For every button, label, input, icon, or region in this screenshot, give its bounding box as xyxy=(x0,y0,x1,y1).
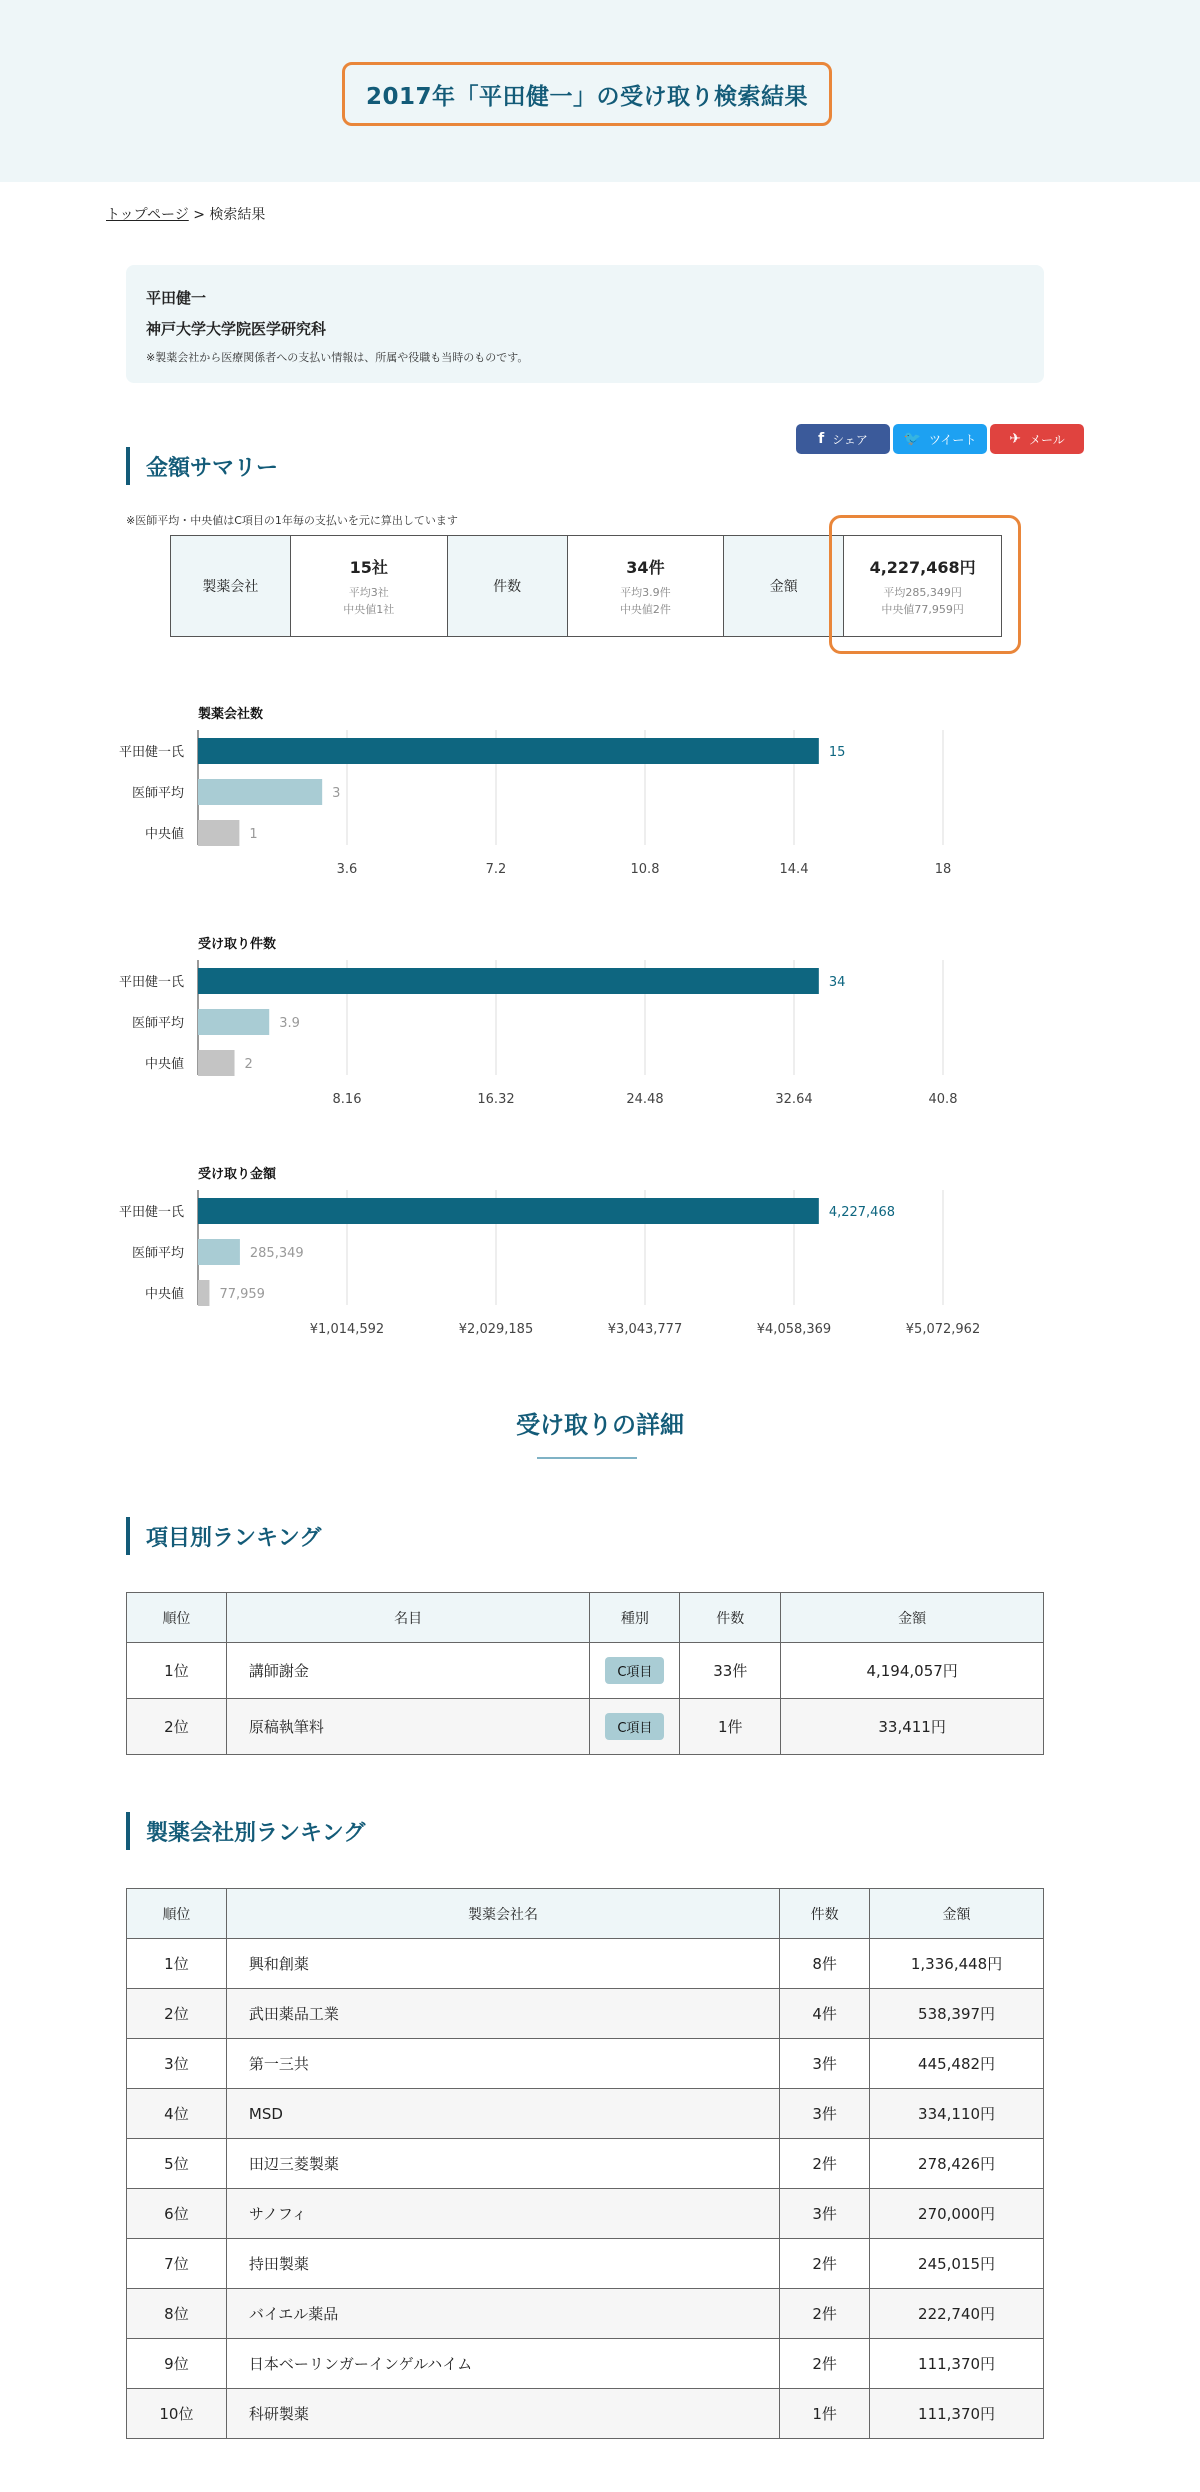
summary-count-label: 件数 xyxy=(448,536,568,636)
profile-box xyxy=(126,265,1044,383)
row-count: 2件 xyxy=(780,2239,870,2289)
category-label: 平田健一氏 xyxy=(118,745,184,760)
data-label: 1 xyxy=(249,827,258,842)
x-tick-label: ¥5,072,962 xyxy=(905,1322,981,1337)
header-rank: 順位 xyxy=(127,1889,227,1939)
row-count: 4件 xyxy=(780,1989,870,2039)
details-divider xyxy=(537,1457,637,1459)
category-label: 平田健一氏 xyxy=(118,975,184,990)
row-amount: 334,110円 xyxy=(870,2089,1044,2139)
bar xyxy=(198,1280,209,1306)
row-amount: 270,000円 xyxy=(870,2189,1044,2239)
breadcrumb xyxy=(106,204,265,224)
table-row xyxy=(127,1699,1044,1755)
twitter-share-label: ツイート xyxy=(929,432,977,447)
category-label: 医師平均 xyxy=(131,786,184,801)
chart-title: 受け取り金額 xyxy=(198,1167,277,1182)
mail-share-button[interactable] xyxy=(990,424,1084,454)
row-amount: 245,015円 xyxy=(870,2239,1044,2289)
row-company-name: 持田製薬 xyxy=(226,2239,779,2289)
row-amount: 278,426円 xyxy=(870,2139,1044,2189)
row-amount: 1,336,448円 xyxy=(870,1939,1044,1989)
x-tick-label: 14.4 xyxy=(779,862,809,877)
header-amount: 金額 xyxy=(781,1593,1044,1643)
x-tick-label: 7.2 xyxy=(485,862,507,877)
row-count: 1件 xyxy=(780,2389,870,2439)
table-row xyxy=(127,2189,1044,2239)
table-row xyxy=(127,2289,1044,2339)
companies-chart xyxy=(0,695,1200,899)
item-ranking-heading: 項目別ランキング xyxy=(126,1517,321,1555)
row-rank: 8位 xyxy=(127,2289,227,2339)
item-ranking-header-row xyxy=(127,1593,1044,1643)
table-row xyxy=(127,2239,1044,2289)
doctor-name: 平田健一 xyxy=(146,289,207,307)
x-tick-label: ¥4,058,369 xyxy=(756,1322,832,1337)
row-count: 3件 xyxy=(780,2189,870,2239)
table-row xyxy=(127,1989,1044,2039)
x-tick-label: 3.6 xyxy=(336,862,358,877)
row-company-name: 興和創薬 xyxy=(226,1939,779,1989)
category-label: 平田健一氏 xyxy=(118,1205,184,1220)
row-rank: 3位 xyxy=(127,2039,227,2089)
page-title: 2017年「平田健一」の受け取り検索結果 xyxy=(342,62,832,126)
summary-amount-value: 4,227,468円 xyxy=(869,557,976,577)
table-row xyxy=(127,2339,1044,2389)
table-row xyxy=(127,1643,1044,1699)
facebook-icon: f xyxy=(818,431,825,447)
category-label: 中央値 xyxy=(144,1057,184,1072)
row-amount: 222,740円 xyxy=(870,2289,1044,2339)
doctor-organization: 神戸大学大学院医学研究科 xyxy=(146,320,327,338)
row-type xyxy=(590,1699,680,1755)
paper-plane-icon: ✈ xyxy=(1009,431,1021,447)
companies-chart-svg xyxy=(0,695,1200,895)
table-row xyxy=(127,2089,1044,2139)
category-label: 医師平均 xyxy=(131,1246,184,1261)
breadcrumb-home-link[interactable]: トップページ xyxy=(106,207,189,223)
row-count: 1件 xyxy=(680,1699,781,1755)
chart-title: 受け取り件数 xyxy=(198,937,277,952)
bar xyxy=(198,968,819,994)
data-label: 77,959 xyxy=(219,1287,265,1302)
bar xyxy=(198,738,819,764)
category-label: 医師平均 xyxy=(131,1016,184,1031)
row-count: 3件 xyxy=(780,2089,870,2139)
header-count: 件数 xyxy=(680,1593,781,1643)
bar xyxy=(198,1050,235,1076)
row-company-name: バイエル薬品 xyxy=(226,2289,779,2339)
x-tick-label: 40.8 xyxy=(928,1092,958,1107)
row-rank: 5位 xyxy=(127,2139,227,2189)
row-company-name: MSD xyxy=(226,2089,779,2139)
row-amount: 111,370円 xyxy=(870,2389,1044,2439)
company-ranking-table xyxy=(126,1888,1044,2439)
company-ranking-header-row xyxy=(127,1889,1044,1939)
amount-chart xyxy=(0,1155,1200,1359)
row-company-name: 武田薬品工業 xyxy=(226,1989,779,2039)
row-type xyxy=(590,1643,680,1699)
row-company-name: 科研製薬 xyxy=(226,2389,779,2439)
x-tick-label: 10.8 xyxy=(630,862,660,877)
facebook-share-button[interactable] xyxy=(796,424,890,454)
table-row xyxy=(127,2039,1044,2089)
count-chart xyxy=(0,925,1200,1129)
summary-count-cell xyxy=(568,536,725,636)
row-count: 2件 xyxy=(780,2289,870,2339)
summary-amount-median: 中央値77,959円 xyxy=(881,602,964,616)
row-amount: 4,194,057円 xyxy=(781,1643,1044,1699)
category-label: 中央値 xyxy=(144,827,184,842)
mail-share-label: メール xyxy=(1028,432,1065,447)
row-rank: 1位 xyxy=(127,1939,227,1989)
data-label: 15 xyxy=(828,745,846,760)
row-count: 2件 xyxy=(780,2339,870,2389)
amount-highlight-frame xyxy=(829,515,1021,654)
row-count: 33件 xyxy=(680,1643,781,1699)
row-item-name: 原稿執筆料 xyxy=(226,1699,590,1755)
x-tick-label: 24.48 xyxy=(626,1092,664,1107)
category-label: 中央値 xyxy=(144,1287,184,1302)
row-count: 2件 xyxy=(780,2139,870,2189)
table-row xyxy=(127,1939,1044,1989)
header-item-name: 名目 xyxy=(226,1593,590,1643)
data-label: 34 xyxy=(828,975,846,990)
summary-companies-value: 15社 xyxy=(349,557,388,577)
data-label: 3 xyxy=(332,786,341,801)
x-tick-label: 16.32 xyxy=(477,1092,515,1107)
count-chart-svg xyxy=(0,925,1200,1125)
bar xyxy=(198,820,239,846)
type-badge: C項目 xyxy=(605,1657,664,1684)
data-label: 285,349 xyxy=(249,1246,304,1261)
x-tick-label: 32.64 xyxy=(775,1092,813,1107)
summary-companies-median: 中央値1社 xyxy=(343,602,395,616)
summary-heading: 金額サマリー xyxy=(126,447,278,485)
summary-amount-avg: 平均285,349円 xyxy=(883,585,962,599)
chart-title: 製薬会社数 xyxy=(198,707,264,722)
x-tick-label: ¥3,043,777 xyxy=(607,1322,683,1337)
type-badge: C項目 xyxy=(605,1713,664,1740)
row-rank: 6位 xyxy=(127,2189,227,2239)
details-heading: 受け取りの詳細 xyxy=(516,1411,684,1439)
row-company-name: 田辺三菱製薬 xyxy=(226,2139,779,2189)
bar xyxy=(198,1009,269,1035)
twitter-share-button[interactable] xyxy=(893,424,987,454)
header-rank: 順位 xyxy=(127,1593,227,1643)
x-tick-label: ¥1,014,592 xyxy=(309,1322,385,1337)
row-rank: 9位 xyxy=(127,2339,227,2389)
summary-note: ※医師平均・中央値はC項目の1年毎の支払いを元に算出しています xyxy=(126,514,458,527)
hero-banner xyxy=(0,0,1200,182)
row-company-name: サノフィ xyxy=(226,2189,779,2239)
row-company-name: 第一三共 xyxy=(226,2039,779,2089)
row-amount: 33,411円 xyxy=(781,1699,1044,1755)
summary-companies-avg: 平均3社 xyxy=(348,585,389,599)
profile-note: ※製薬会社から医療関係者への支払い情報は、所属や役職も当時のものです。 xyxy=(146,351,529,364)
bar xyxy=(198,1239,240,1265)
header-type: 種別 xyxy=(590,1593,680,1643)
x-tick-label: 8.16 xyxy=(332,1092,362,1107)
header-amount: 金額 xyxy=(870,1889,1044,1939)
row-rank: 2位 xyxy=(127,1699,227,1755)
row-rank: 2位 xyxy=(127,1989,227,2039)
bar xyxy=(198,1198,819,1224)
breadcrumb-separator: > xyxy=(188,207,210,223)
row-rank: 1位 xyxy=(127,1643,227,1699)
row-rank: 10位 xyxy=(127,2389,227,2439)
header-company-name: 製薬会社名 xyxy=(226,1889,779,1939)
table-row xyxy=(127,2139,1044,2189)
header-count: 件数 xyxy=(780,1889,870,1939)
data-label: 2 xyxy=(244,1057,253,1072)
summary-count-avg: 平均3.9件 xyxy=(620,585,671,599)
row-rank: 4位 xyxy=(127,2089,227,2139)
summary-companies-cell xyxy=(291,536,448,636)
amount-chart-svg xyxy=(0,1155,1200,1355)
summary-count-value: 34件 xyxy=(626,557,665,577)
x-tick-label: ¥2,029,185 xyxy=(458,1322,534,1337)
data-label: 3.9 xyxy=(279,1016,300,1031)
bar xyxy=(198,779,322,805)
row-rank: 7位 xyxy=(127,2239,227,2289)
summary-amount-label: 金額 xyxy=(724,536,844,636)
breadcrumb-current: 検索結果 xyxy=(209,207,266,223)
summary-count-median: 中央値2件 xyxy=(619,602,671,616)
summary-companies-label: 製薬会社 xyxy=(171,536,291,636)
company-ranking-heading: 製薬会社別ランキング xyxy=(126,1812,365,1850)
facebook-share-label: シェア xyxy=(832,432,868,447)
row-amount: 445,482円 xyxy=(870,2039,1044,2089)
table-row xyxy=(127,2389,1044,2439)
row-amount: 111,370円 xyxy=(870,2339,1044,2389)
x-tick-label: 18 xyxy=(934,862,952,877)
twitter-icon: 🐦 xyxy=(903,431,922,447)
row-item-name: 講師謝金 xyxy=(226,1643,590,1699)
row-amount: 538,397円 xyxy=(870,1989,1044,2039)
row-count: 3件 xyxy=(780,2039,870,2089)
item-ranking-table xyxy=(126,1592,1044,1755)
row-count: 8件 xyxy=(780,1939,870,1989)
data-label: 4,227,468 xyxy=(828,1205,896,1220)
row-company-name: 日本ベーリンガーインゲルハイム xyxy=(226,2339,779,2389)
